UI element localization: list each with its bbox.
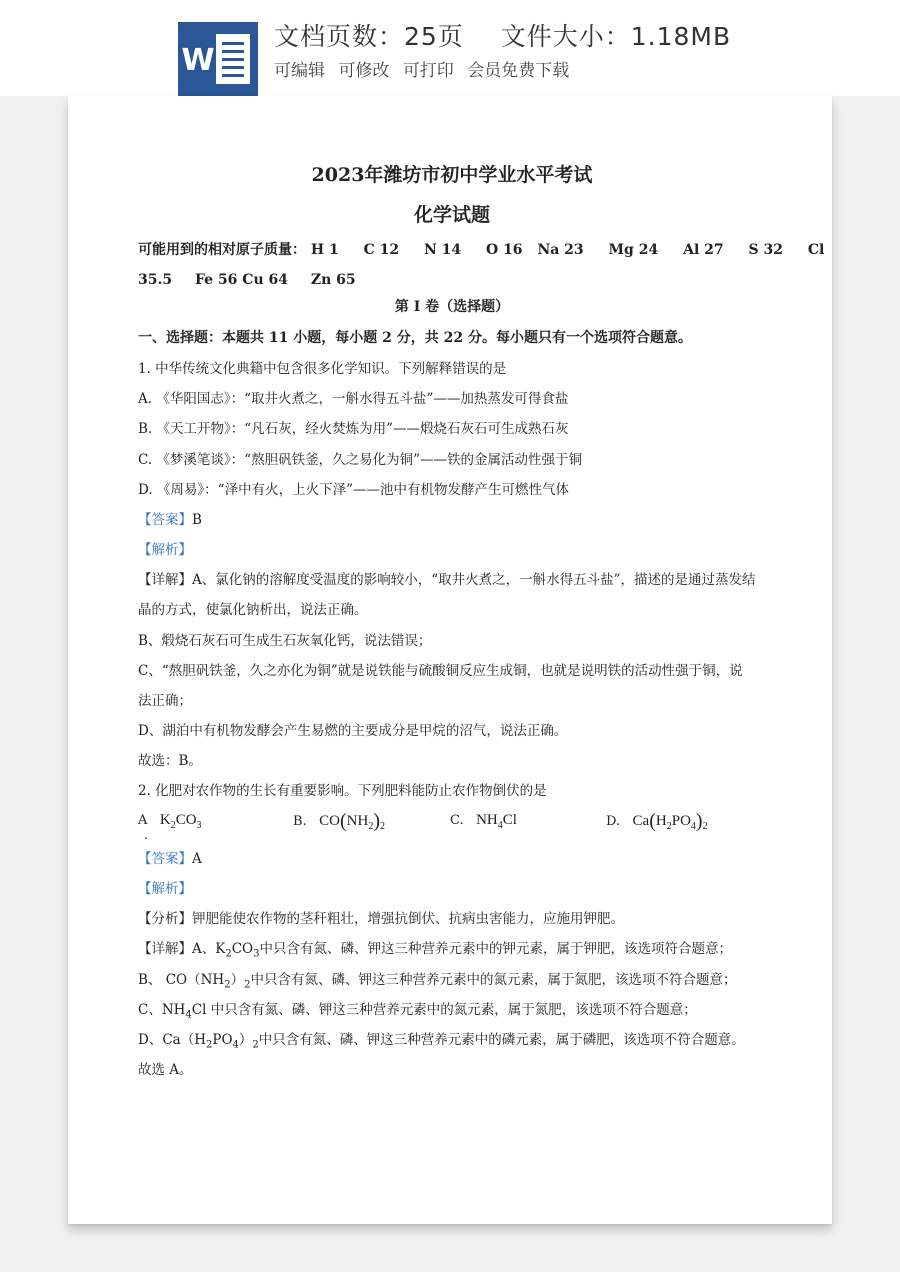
- q2-fenxi: 【分析】钾肥能使农作物的茎秆粗壮，增强抗倒伏、抗病虫害能力，应施用钾肥。: [138, 911, 624, 927]
- q2-option-b: [293, 810, 385, 833]
- q2-conclusion: 故选 A。: [138, 1062, 193, 1078]
- q1-stem: 1. 中华传统文化典籍中包含很多化学知识。下列解释错误的是: [138, 361, 507, 377]
- q1-option-d: D. 《周易》：“泽中有火，上火下泽”——池中有机物发酵产生可燃性气体: [138, 482, 569, 498]
- answer-tag: 【答案】: [138, 512, 192, 528]
- atomic-mass-item: Zn 65: [310, 272, 356, 288]
- page-count: 文档页数：25页: [274, 22, 464, 51]
- feature-member-download[interactable]: 会员免费下载: [467, 61, 570, 81]
- atomic-mass-item: Al 27: [683, 242, 724, 258]
- atomic-mass-item: O 16: [486, 242, 523, 258]
- q1-answer: [138, 510, 202, 530]
- atomic-mass-item: H 1: [310, 242, 339, 258]
- q1-detail-line: 晶的方式，使氯化钠析出，说法正确。: [138, 602, 368, 618]
- q1-detail-line: 【详解】A、氯化钠的溶解度受温度的影响较小，“取井火煮之，一斛水得五斗盐”，描述的是通过蒸发结: [138, 572, 756, 588]
- formula-nh4cl: $NH_4Cl$: [476, 812, 517, 831]
- q2-analysis-tag: 【解析】: [138, 881, 192, 897]
- exam-subtitle: 化学试题: [413, 204, 490, 226]
- formula-k2co3: $K_2CO_3$: [159, 812, 202, 831]
- q1-detail-line: D、湖泊中有机物发酵会产生易燃的主要成分是甲烷的沼气，说法正确。: [138, 723, 568, 739]
- atomic-mass-item: Mg 24: [608, 242, 659, 258]
- atomic-mass-item: C 12: [363, 242, 400, 258]
- q2-detail-c: C、$NH_4Cl$ 中只含有氮、磷、钾这三种营养元素中的氮元素，属于氮肥，该选项不符合题意；: [138, 1002, 697, 1021]
- section-instructions: 一、选择题：本题共 11 小题，每小题 2 分，共 22 分。每小题只有一个选项符合题意。: [138, 330, 692, 346]
- feature-modifiable: 可修改: [338, 61, 390, 81]
- atomic-mass-label: 可能用到的相对原子质量：: [138, 242, 306, 258]
- answer-tag: 【答案】: [138, 851, 192, 867]
- option-label: C.: [450, 813, 464, 828]
- q2-option-d: [606, 810, 708, 833]
- atomic-mass-item: Fe 56 Cu 64: [194, 272, 288, 288]
- q2-detail-a: 【详解】A、$K_2CO_3$中只含有氮、磷、钾这三种营养元素中的钾元素，属于钾肥，该选项符合题意；: [138, 941, 732, 960]
- document-page: [68, 96, 832, 1224]
- atomic-mass-item: S 32: [748, 242, 783, 258]
- option-label: B.: [293, 814, 307, 829]
- file-size: 文件大小：1.18MB: [500, 22, 732, 51]
- option-label: D.: [606, 814, 621, 829]
- q2-option-c: [450, 812, 517, 831]
- answer-value: B: [192, 512, 202, 528]
- option-a-dot: .: [144, 828, 148, 842]
- answer-value: A: [192, 851, 202, 867]
- option-label: A: [138, 813, 148, 828]
- q1-conclusion: 故选：B。: [138, 753, 202, 769]
- q1-option-c: C. 《梦溪笔谈》：“熬胆矾铁釜，久之易化为铜”——铁的金属活动性强于铜: [138, 452, 582, 468]
- download-banner: [0, 0, 900, 96]
- q1-analysis-tag: 【解析】: [138, 542, 192, 558]
- q1-detail-line: B、煅烧石灰石可生成生石灰氧化钙，说法错误；: [138, 633, 432, 649]
- q1-detail-line: 法正确；: [138, 693, 192, 709]
- q2-detail-b: B、 $CO(NH_2)_2$中只含有氮、磷、钾这三种营养元素中的氮元素，属于氮肥，该选项不符合题意；: [138, 972, 737, 991]
- feature-printable: 可打印: [402, 61, 454, 81]
- section-heading: 第 I 卷（选择题）: [394, 299, 510, 315]
- q2-detail-d: D、$Ca(H_2PO_4)_2$中只含有氮、磷、钾这三种营养元素中的磷元素，属于磷肥，该选项不符合题意。: [138, 1032, 745, 1051]
- atomic-mass-item: 35.5: [138, 272, 173, 288]
- word-document-icon: [178, 22, 258, 96]
- exam-title: 2023年潍坊市初中学业水平考试: [311, 164, 593, 186]
- q1-option-b: B. 《天工开物》：“凡石灰，经火焚炼为用”——煅烧石灰石可生成熟石灰: [138, 421, 569, 437]
- q2-answer: [138, 849, 202, 869]
- atomic-mass-item: Cl: [807, 242, 825, 258]
- formula-ca-h2po4-2: $Ca(H_2PO_4)_2$: [632, 810, 708, 832]
- formula-urea: $CO(NH_2)_2$: [319, 810, 385, 832]
- atomic-mass-line-1: [138, 240, 824, 260]
- atomic-mass-line-2: [138, 270, 356, 290]
- atomic-mass-item: Na 23: [537, 242, 584, 258]
- atomic-mass-item: N 14: [423, 242, 462, 258]
- q1-option-a: A. 《华阳国志》：“取井火煮之，一斛水得五斗盐”——加热蒸发可得食盐: [138, 391, 569, 407]
- doc-info: [274, 20, 731, 81]
- word-icon-letter: W: [181, 43, 215, 78]
- q2-stem: 2. 化肥对农作物的生长有重要影响。下列肥料能防止农作物倒伏的是: [138, 783, 547, 799]
- q1-detail-line: C、“熬胆矾铁釜，久之亦化为铜”就是说铁能与硫酸铜反应生成铜，也就是说明铁的活动性强于铜，说: [138, 663, 743, 679]
- feature-editable: 可编辑: [274, 61, 325, 81]
